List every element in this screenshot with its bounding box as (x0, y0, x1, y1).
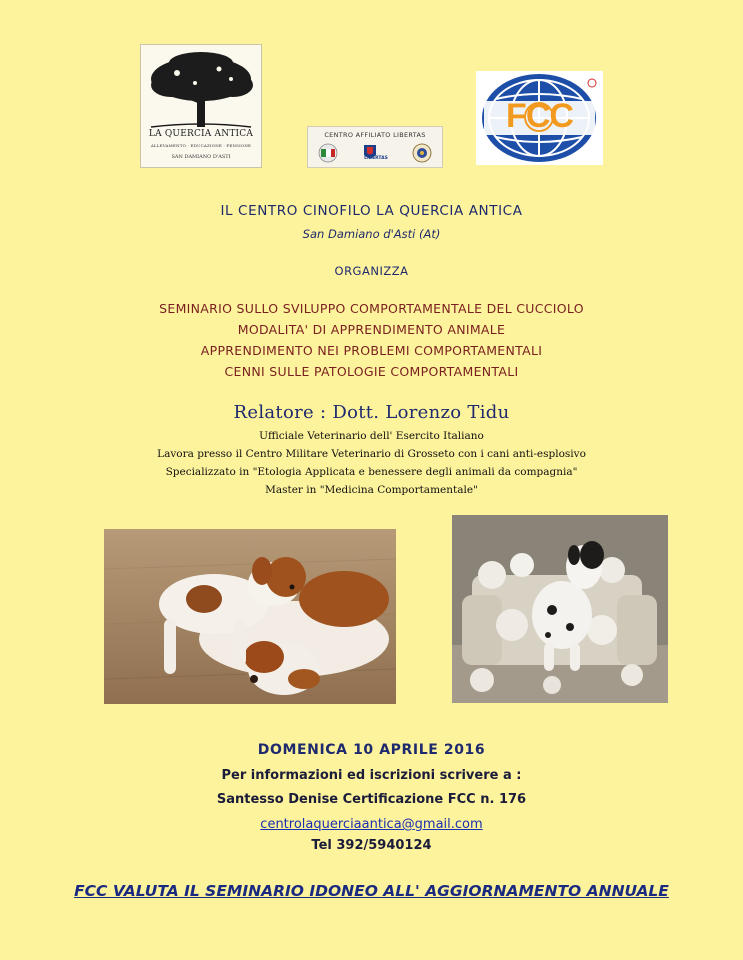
topic-4: CENNI SULLE PATOLOGIE COMPORTAMENTALI (224, 364, 519, 379)
footer-note: FCC VALUTA IL SEMINARIO IDONEO ALL' AGGIORNAMENTO ANNUALE (74, 882, 669, 900)
quercia-antica-logo (140, 44, 262, 168)
quercia-logo-title: LA QUERCIA ANTICA (148, 129, 254, 139)
location: San Damiano d'Asti (At) (302, 227, 441, 241)
libertas-name: LIBERTAS (364, 156, 388, 161)
topic-2: MODALITA' DI APPRENDIMENTO ANIMALE (237, 322, 506, 337)
topic-3: APPRENDIMENTO NEI PROBLEMI COMPORTAMENTALI (200, 343, 543, 358)
fcc-logo-text: FCC (506, 97, 573, 135)
topic-1: SEMINARIO SULLO SVILUPPO COMPORTAMENTALE DEL CUCCIOLO (159, 301, 584, 316)
event-date: DOMENICA 10 APRILE 2016 (257, 742, 486, 758)
quercia-logo-subtitle: ALLEVAMENTO · EDUCAZIONE · PENSIONE (150, 143, 252, 148)
credential-4: Master in "Medicina Comportamentale" (265, 484, 478, 496)
fcc-logo (476, 71, 603, 165)
speaker-heading: Relatore : Dott. Lorenzo Tidu (233, 402, 510, 423)
credential-3: Specializzato in "Etologia Applicata e benessere degli animali da compagnia" (165, 466, 578, 478)
oak-tree-icon (147, 51, 255, 129)
phone-number: Tel 392/5940124 (311, 838, 432, 853)
organizer-title: IL CENTRO CINOFILO LA QUERCIA ANTICA (220, 203, 523, 219)
credential-1: Ufficiale Veterinario dell' Esercito Italiano (259, 430, 484, 442)
info-line: Per informazioni ed iscrizioni scrivere a : (221, 768, 522, 783)
organizza-label: ORGANIZZA (334, 264, 409, 278)
puppy-dog-photo (104, 529, 396, 704)
dog-sofa-photo (452, 515, 668, 703)
credential-2: Lavora presso il Centro Militare Veterinario di Grosseto con i cani anti-esplosivo (157, 448, 586, 460)
libertas-emblems-icon (308, 141, 442, 167)
contact-name: Santesso Denise Certificazione FCC n. 176 (216, 792, 527, 807)
quercia-logo-town: SAN DAMIANO D'ASTI (171, 154, 231, 160)
libertas-logo-title: CENTRO AFFILIATO LIBERTAS (324, 131, 426, 139)
libertas-logo (307, 126, 443, 168)
email-link[interactable]: centrolaquerciaantica@gmail.com (260, 817, 483, 832)
